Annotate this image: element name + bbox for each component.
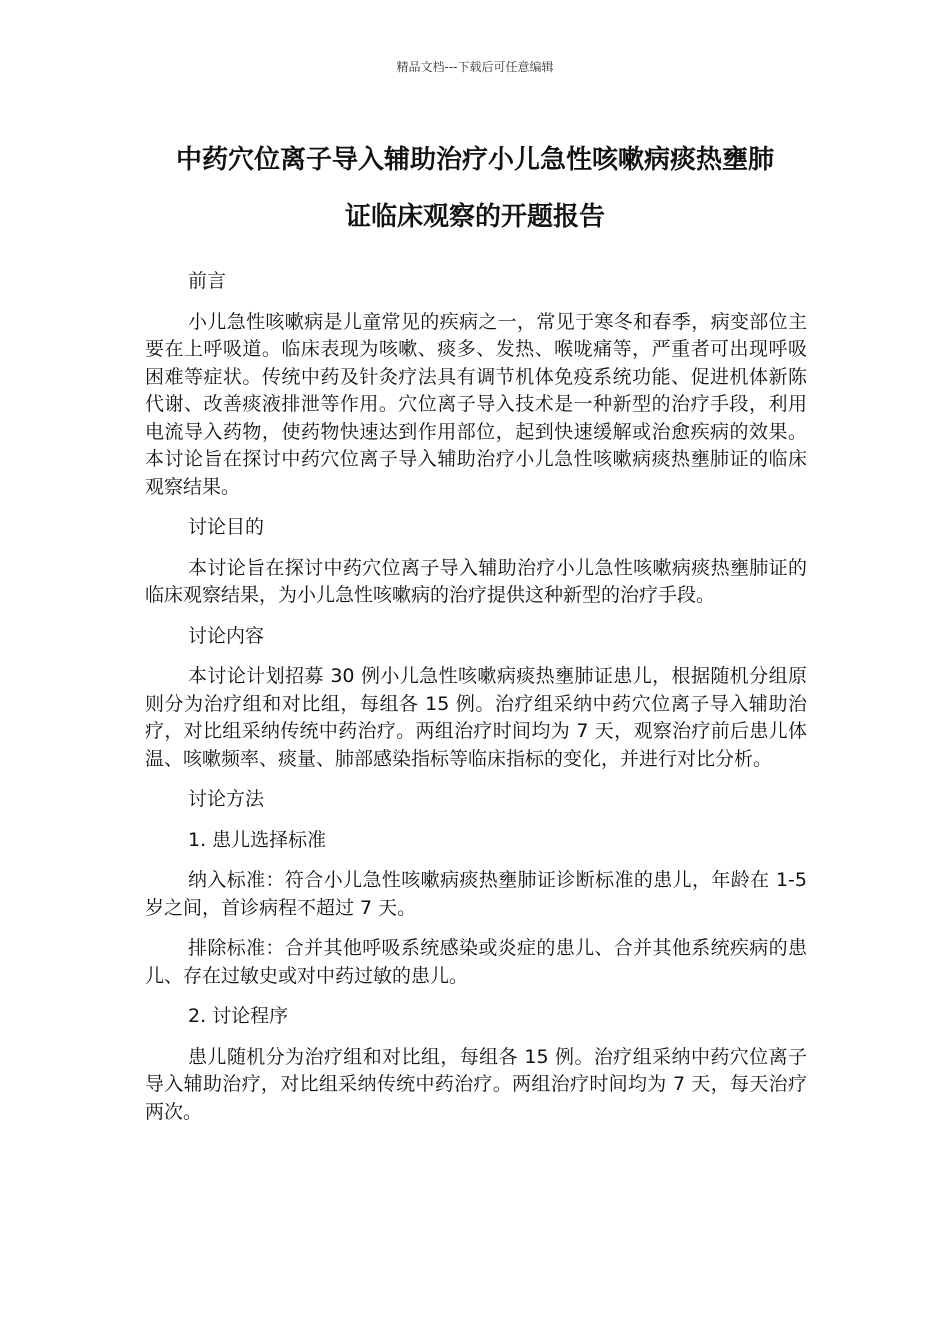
heading-preface: 前言 <box>188 270 227 292</box>
title-line-2: 证临床观察的开题报告 <box>344 202 605 232</box>
paragraph-inclusion: 纳入标准：符合小儿急性咳嗽病痰热壅肺证诊断标准的患儿，年龄在 1-5 岁之间，首诊病程不超过 7 天。 <box>145 869 807 919</box>
document-title <box>120 132 830 246</box>
page-header: 精品文档---下载后可任意编辑 <box>396 60 554 74</box>
paragraph-purpose: 本讨论旨在探讨中药穴位离子导入辅助治疗小儿急性咳嗽病痰热壅肺证的临床观察结果，为小儿急性咳嗽病的治疗提供这种新型的治疗手段。 <box>145 556 807 606</box>
document-body <box>145 268 807 1139</box>
title-line-1: 中药穴位离子导入辅助治疗小儿急性咳嗽病痰热壅肺 <box>175 145 774 175</box>
paragraph-content: 本讨论计划招募 30 例小儿急性咳嗽病痰热壅肺证患儿，根据随机分组原则分为治疗组和对比组，每组各 15 例。治疗组采纳中药穴位离子导入辅助治疗，对比组采纳传统中药治疗。两组治疗时间均为 7 天，观察治疗前后患儿体温、咳嗽频率、痰量、肺部感染指标等临床指标的变化，并进行对比分析。 <box>145 665 807 770</box>
paragraph-exclusion: 排除标准：合并其他呼吸系统感染或炎症的患儿、合并其他系统疾病的患儿、存在过敏史或对中药过敏的患儿。 <box>145 937 807 987</box>
paragraph-preface: 小儿急性咳嗽病是儿童常见的疾病之一，常见于寒冬和春季，病变部位主要在上呼吸道。临床表现为咳嗽、痰多、发热、喉咙痛等，严重者可出现呼吸困难等症状。传统中药及针灸疗法具有调节机体免疫系统功能、促进机体新陈代谢、改善痰液排泄等作用。穴位离子导入技术是一种新型的治疗手段，利用电流导入药物，使药物快速达到作用部位，起到快速缓解或治愈疾病的效果。本讨论旨在探讨中药穴位离子导入辅助治疗小儿急性咳嗽病痰热壅肺证的临床观察结果。 <box>145 310 807 498</box>
heading-procedure: 2. 讨论程序 <box>188 1005 289 1027</box>
heading-patient-criteria: 1. 患儿选择标准 <box>188 828 327 851</box>
paragraph-procedure: 患儿随机分为治疗组和对比组，每组各 15 例。治疗组采纳中药穴位离子导入辅助治疗，对比组采纳传统中药治疗。两组治疗时间均为 7 天，每天治疗两次。 <box>145 1045 807 1123</box>
heading-purpose: 讨论目的 <box>188 516 265 538</box>
heading-content: 讨论内容 <box>188 624 265 647</box>
heading-method: 讨论方法 <box>188 788 265 810</box>
